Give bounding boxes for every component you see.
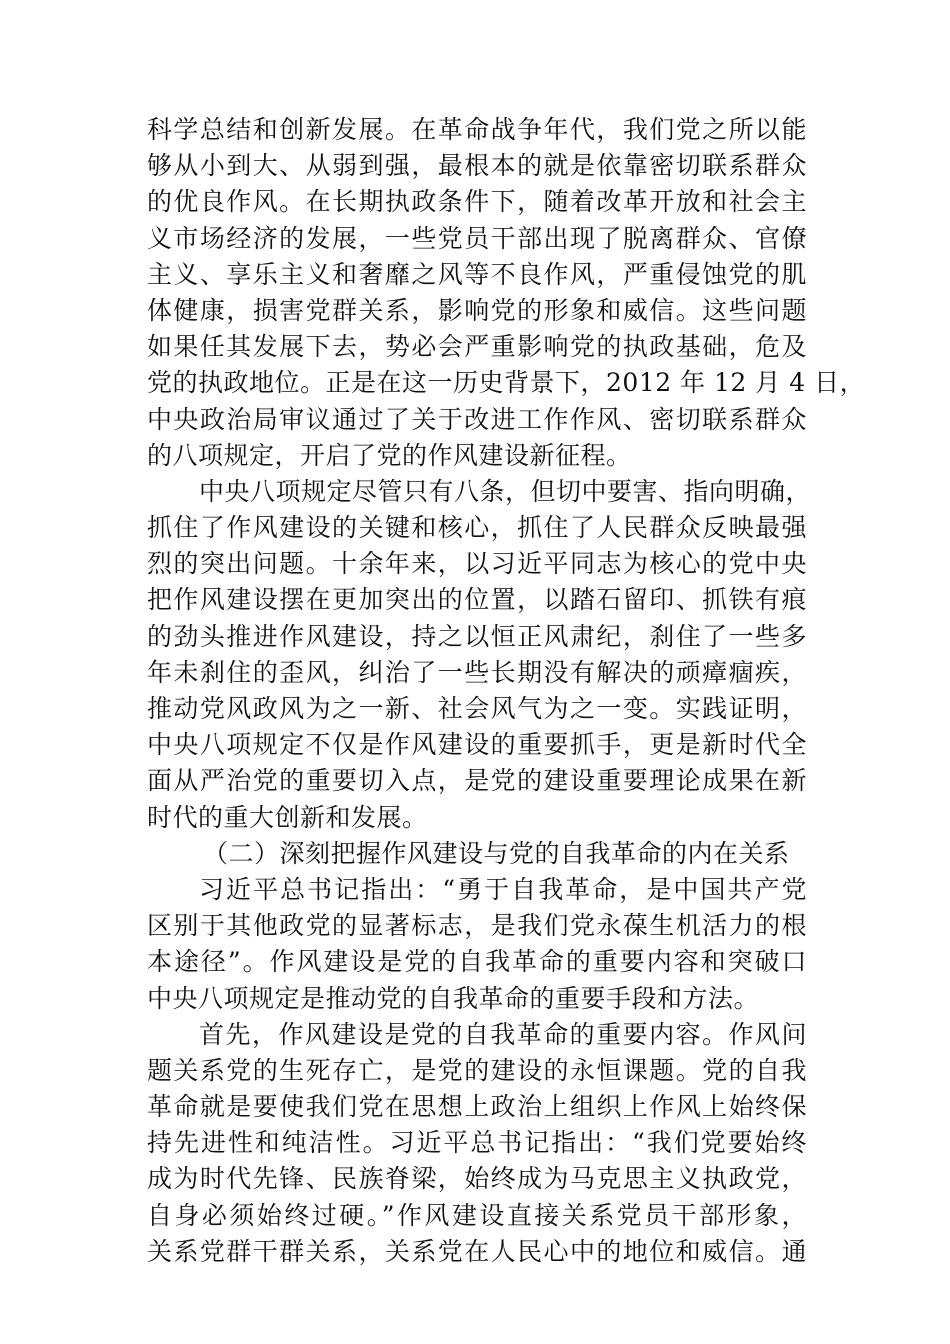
p2-line-4: 把作风建设摆在更加突出的位置，以踏石留印、抓铁有痕 [147, 585, 807, 615]
p3-line-3: 本途径”。作风建设是党的自我革命的重要内容和突破口 [147, 947, 807, 977]
p2-line-3: 烈的突出问题。十余年来，以习近平同志为核心的党中央 [147, 549, 807, 579]
p3-line-4: 中央八项规定是推动党的自我革命的重要手段和方法。 [147, 983, 760, 1013]
p2-line-6: 年未刹住的歪风，纠治了一些长期没有解决的顽瘴痼疾， [147, 657, 807, 687]
p4-line-1: 首先，作风建设是党的自我革命的重要内容。作风问 [199, 1019, 807, 1049]
p1-line-10: 的八项规定，开启了党的作风建设新征程。 [147, 440, 632, 470]
p1-line-3: 的优良作风。在长期执政条件下，随着改革开放和社会主 [147, 187, 807, 217]
p1-line-6: 体健康，损害党群关系，影响党的形象和威信。这些问题 [147, 295, 807, 325]
p2-line-1: 中央八项规定尽管只有八条，但切中要害、指向明确， [199, 476, 812, 506]
p1-line-5: 主义、享乐主义和奢靡之风等不良作风，严重侵蚀党的肌 [147, 259, 807, 289]
p4-line-7: 关系党群干群关系，关系党在人民心中的地位和威信。通 [147, 1236, 807, 1266]
p1-line-9: 中央政治局审议通过了关于改进工作作风、密切联系群众 [147, 404, 807, 434]
p3-line-2: 区别于其他政党的显著标志，是我们党永葆生机活力的根 [147, 911, 807, 941]
p2-line-8: 中央八项规定不仅是作风建设的重要抓手，更是新时代全 [147, 730, 807, 760]
p2-line-7: 推动党风政风为之一新、社会风气为之一变。实践证明， [147, 694, 807, 723]
p4-line-4: 持先进性和纯洁性。习近平总书记指出：“我们党要始终 [147, 1128, 807, 1158]
p2-line-2: 抓住了作风建设的关键和核心，抓住了人民群众反映最强 [147, 513, 807, 543]
p2-line-9: 面从严治党的重要切入点，是党的建设重要理论成果在新 [147, 766, 807, 796]
document-body [147, 112, 866, 1270]
p2-line-10: 时代的重大创新和发展。 [147, 802, 428, 832]
p1-line-1: 科学总结和创新发展。在革命战争年代，我们党之所以能 [147, 115, 807, 144]
p1-line-7: 如果任其发展下去，势必会严重影响党的执政基础，危及 [147, 332, 807, 362]
p4-line-3: 革命就是要使我们党在思想上政治上组织上作风上始终保 [147, 1092, 807, 1122]
p4-line-2: 题关系党的生死存亡，是党的建设的永恒课题。党的自我 [147, 1055, 807, 1085]
p2-line-5: 的劲头推进作风建设，持之以恒正风肃纪，刹住了一些多 [147, 621, 807, 651]
p4-line-5: 成为时代先锋、民族脊梁，始终成为马克思主义执政党， [147, 1164, 807, 1194]
p1-line-8: 党的执政地位。正是在这一历史背景下，2012 年 12 月 4 日， [147, 368, 866, 398]
p1-line-2: 够从小到大、从弱到强，最根本的就是依靠密切联系群众 [147, 151, 807, 181]
p1-line-4: 义市场经济的发展，一些党员干部出现了脱离群众、官僚 [147, 223, 807, 253]
p4-line-6: 自身必须始终过硬。”作风建设直接关系党员干部形象， [147, 1200, 807, 1230]
section-heading: （二）深刻把握作风建设与党的自我革命的内在关系 [203, 838, 790, 868]
p3-line-1: 习近平总书记指出：“勇于自我革命，是中国共产党 [199, 874, 807, 904]
